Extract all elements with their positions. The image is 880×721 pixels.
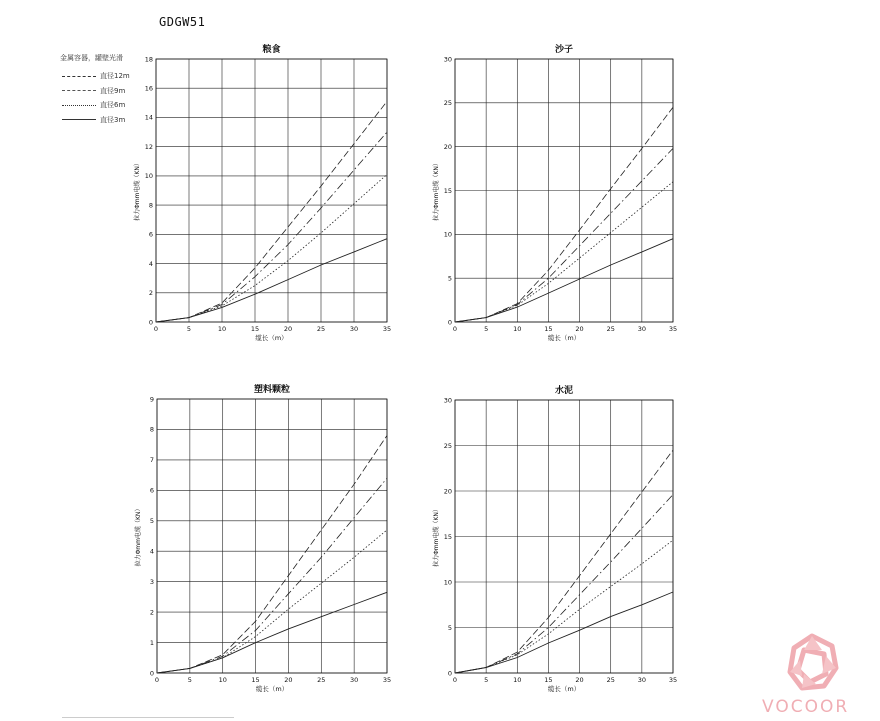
series-line-12m xyxy=(156,101,387,322)
brand-logo-text: VOCOOR xyxy=(762,697,850,717)
series-line-9m xyxy=(157,478,387,673)
y-tick-label: 1 xyxy=(149,638,154,647)
y-tick-label: 0 xyxy=(447,669,452,678)
y-tick-label: 14 xyxy=(144,113,153,122)
x-tick-label: 20 xyxy=(284,676,293,684)
x-tick-label: 5 xyxy=(186,325,192,333)
x-axis-label: 缆长（m） xyxy=(255,685,289,693)
x-tick-label: 35 xyxy=(668,325,678,333)
y-tick-label: 18 xyxy=(144,55,153,64)
x-tick-label: 25 xyxy=(316,325,326,333)
series-line-12m xyxy=(455,107,673,322)
x-tick-label: 35 xyxy=(382,325,392,333)
series-line-9m xyxy=(455,495,673,673)
x-tick-label: 20 xyxy=(575,676,584,684)
legend-label: 直径9m xyxy=(100,86,126,95)
x-tick-label: 5 xyxy=(484,325,489,333)
x-tick-label: 25 xyxy=(317,676,326,684)
y-tick-label: 2 xyxy=(149,608,154,617)
y-tick-label: 8 xyxy=(149,425,154,434)
y-tick-label: 0 xyxy=(149,669,154,678)
footer-divider xyxy=(62,717,234,718)
series-line-3m xyxy=(156,239,387,322)
series-line-3m xyxy=(455,239,673,322)
x-tick-label: 25 xyxy=(606,676,615,684)
y-tick-label: 10 xyxy=(144,172,153,181)
legend-label: 直径12m xyxy=(100,72,130,81)
x-tick-label: 0 xyxy=(154,676,160,684)
x-tick-label: 0 xyxy=(153,325,159,333)
legend-label: 直径3m xyxy=(100,115,126,124)
x-tick-label: 15 xyxy=(544,676,553,684)
chart-1 xyxy=(133,43,391,342)
x-tick-label: 0 xyxy=(452,325,458,333)
y-tick-label: 12 xyxy=(144,142,153,151)
y-tick-label: 7 xyxy=(149,456,154,465)
y-tick-label: 15 xyxy=(443,532,452,541)
x-tick-label: 10 xyxy=(513,676,522,684)
y-axis-label: 拉力Φmm电缆（KN） xyxy=(433,160,440,221)
x-axis-label: 缆长（m） xyxy=(547,685,581,693)
y-tick-label: 20 xyxy=(443,142,452,151)
series-line-6m xyxy=(156,174,387,322)
legend-label: 直径6m xyxy=(100,101,126,110)
chart-title: 沙子 xyxy=(554,45,574,55)
y-axis-label: 拉力Φmm电缆（KN） xyxy=(135,505,142,567)
y-tick-label: 6 xyxy=(149,486,154,495)
x-axis-label: 缆长（m） xyxy=(255,334,288,342)
x-tick-label: 15 xyxy=(251,676,260,684)
y-tick-label: 5 xyxy=(447,274,452,283)
y-tick-label: 2 xyxy=(148,289,153,298)
y-tick-label: 5 xyxy=(149,517,154,526)
y-tick-label: 6 xyxy=(148,230,153,239)
series-line-6m xyxy=(455,182,673,322)
x-axis-label: 缆长（m） xyxy=(547,334,581,342)
series-line-9m xyxy=(156,132,387,322)
y-tick-label: 20 xyxy=(443,487,452,496)
y-tick-label: 30 xyxy=(443,396,452,405)
y-tick-label: 4 xyxy=(148,259,153,268)
series-line-12m xyxy=(455,450,673,673)
series-line-3m xyxy=(455,592,673,673)
x-tick-label: 5 xyxy=(484,676,489,684)
chart-title: 水泥 xyxy=(554,386,574,396)
y-tick-label: 15 xyxy=(443,186,452,195)
y-tick-label: 16 xyxy=(144,84,153,93)
y-tick-label: 10 xyxy=(443,578,452,587)
x-tick-label: 25 xyxy=(606,325,615,333)
series-line-9m xyxy=(455,148,673,322)
series-line-3m xyxy=(157,592,387,673)
y-tick-label: 9 xyxy=(149,395,154,404)
y-tick-label: 4 xyxy=(149,547,154,556)
y-tick-label: 5 xyxy=(447,623,452,632)
chart-3 xyxy=(134,383,391,693)
x-tick-label: 20 xyxy=(283,325,293,333)
series-line-6m xyxy=(455,540,673,673)
y-tick-label: 0 xyxy=(148,318,153,327)
x-tick-label: 15 xyxy=(544,325,553,333)
x-tick-label: 10 xyxy=(218,676,227,684)
y-tick-label: 10 xyxy=(443,230,452,239)
y-tick-label: 25 xyxy=(443,441,452,450)
x-tick-label: 30 xyxy=(637,676,646,684)
plot-frame xyxy=(157,399,387,673)
x-tick-label: 0 xyxy=(452,676,458,684)
chart-title: 粮食 xyxy=(262,45,281,55)
x-tick-label: 35 xyxy=(668,676,678,684)
y-tick-label: 0 xyxy=(447,318,452,327)
y-axis-label: 拉力Φmm电缆（KN） xyxy=(433,506,440,567)
y-tick-label: 25 xyxy=(443,99,452,108)
x-tick-label: 10 xyxy=(513,325,522,333)
x-tick-label: 35 xyxy=(382,676,392,684)
y-tick-label: 30 xyxy=(443,55,452,64)
chart-2 xyxy=(432,43,677,342)
y-tick-label: 3 xyxy=(149,577,154,586)
chart-title: 塑料颗粒 xyxy=(253,385,291,395)
x-tick-label: 20 xyxy=(575,325,584,333)
x-tick-label: 10 xyxy=(217,325,227,333)
x-tick-label: 30 xyxy=(350,676,359,684)
y-tick-label: 8 xyxy=(148,201,153,210)
legend-title: 金属容器，罐壁光滑 xyxy=(60,54,123,62)
x-tick-label: 30 xyxy=(637,325,646,333)
chart-4 xyxy=(432,384,677,693)
x-tick-label: 15 xyxy=(250,325,260,333)
y-axis-label: 拉力Φmm电缆（KN） xyxy=(134,160,141,221)
x-tick-label: 30 xyxy=(349,325,359,333)
x-tick-label: 5 xyxy=(187,676,192,684)
plot-frame xyxy=(156,59,387,322)
page-title: GDGW51 xyxy=(159,15,206,29)
series-line-12m xyxy=(157,436,387,674)
